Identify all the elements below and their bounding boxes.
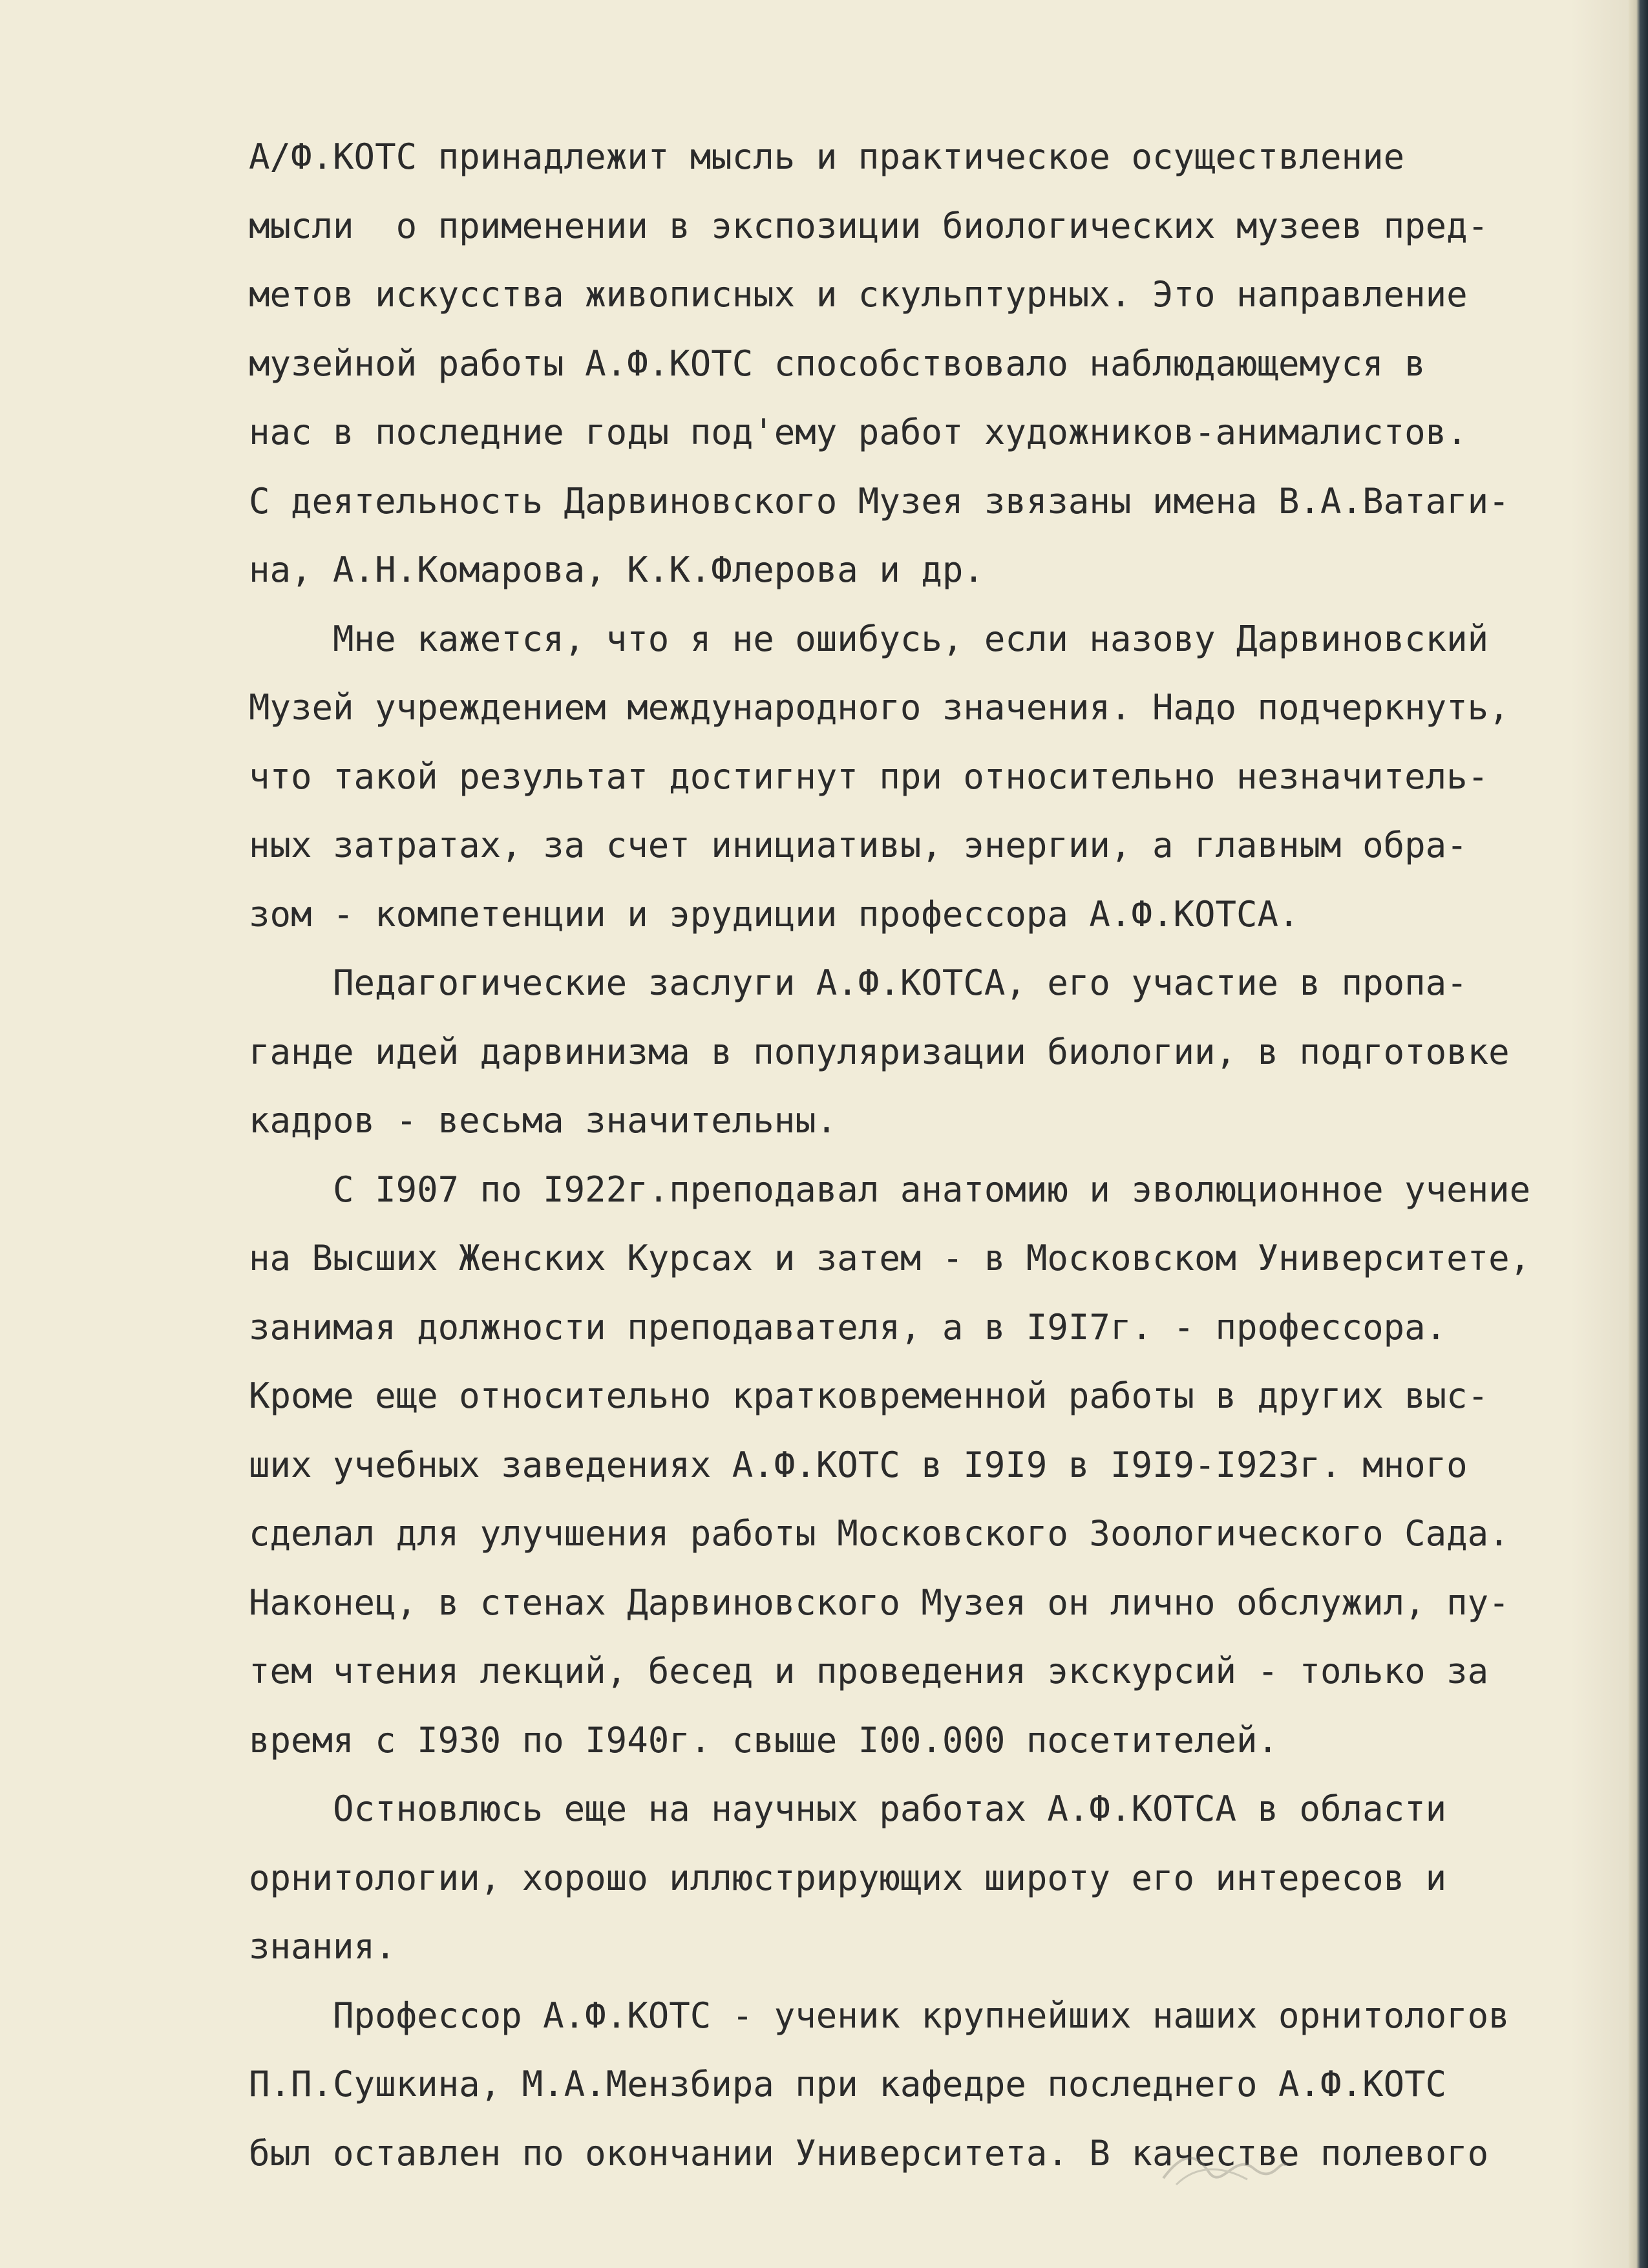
- text-line: время с I930 по I940г. свыше I00.000 посетителей.: [249, 1719, 1279, 1761]
- text-line: был оставлен по окончании Университета. В качестве полевого: [249, 2132, 1489, 2174]
- text-line: нас в последние годы под'ему работ художников-анималистов.: [249, 412, 1468, 452]
- text-line: мысли о применении в экспозиции биологических музеев пред-: [249, 205, 1489, 246]
- pencil-scribble: [1157, 2139, 1293, 2191]
- text-line: ных затратах, за счет инициативы, энергии, а главным обра-: [249, 825, 1468, 865]
- typewritten-text: [249, 123, 1574, 2188]
- text-line: орнитологии, хорошо иллюстрирующих широту его интересов и: [249, 1857, 1447, 1898]
- text-line: А/Ф.КОТС принадлежит мысль и практическое осуществление: [249, 136, 1405, 177]
- text-line: метов искусства живописных и скульптурных. Это направление: [249, 274, 1468, 315]
- text-line: тем чтения лекций, бесед и проведения экскурсий - только за: [249, 1651, 1489, 1691]
- text-line: Педагогические заслуги А.Ф.КОТСА, его участие в пропа-: [249, 962, 1468, 1003]
- text-line: что такой результат достигнут при относительно незначитель-: [249, 756, 1489, 797]
- text-line: ших учебных заведениях А.Ф.КОТС в I9I9 в I9I9-I923г. много: [249, 1444, 1468, 1485]
- text-line: Мне кажется, что я не ошибусь, если назову Дарвиновский: [249, 618, 1489, 659]
- text-line: С I907 по I922г.преподавал анатомию и эволюционное учение: [249, 1169, 1531, 1210]
- text-line: занимая должности преподавателя, а в I9I7г. - профессора.: [249, 1306, 1447, 1348]
- text-line: зом - компетенции и эрудиции профессора А.Ф.КОТСА.: [249, 893, 1300, 935]
- text-line: на Высших Женских Курсах и затем - в Московском Университете,: [249, 1238, 1531, 1278]
- text-line: Музей учреждением международного значения. Надо подчеркнуть,: [249, 687, 1510, 728]
- page-fold-shadow: [1570, 0, 1629, 2268]
- text-line: П.П.Сушкина, М.А.Мензбира при кафедре последнего А.Ф.КОТС: [249, 2064, 1447, 2104]
- text-line: на, А.Н.Комарова, К.К.Флерова и др.: [249, 549, 984, 590]
- text-line: сделал для улучшения работы Московского Зоологического Сада.: [249, 1513, 1510, 1554]
- text-line: знания.: [249, 1926, 396, 1967]
- text-line: С деятельность Дарвиновского Музея звязаны имена В.А.Ватаги-: [249, 480, 1510, 522]
- text-line: ганде идей дарвинизма в популяризации биологии, в подготовке: [249, 1031, 1510, 1072]
- text-line: кадров - весьма значительны.: [249, 1100, 838, 1141]
- text-line: Профессор А.Ф.КОТС - ученик крупнейших наших орнитологов: [249, 1995, 1510, 2036]
- text-line: музейной работы А.Ф.КОТС способствовало наблюдающемуся в: [249, 343, 1426, 384]
- page-edge: [1629, 0, 1648, 2268]
- text-line: Остновлюсь еще на научных работах А.Ф.КОТСА в области: [249, 1788, 1447, 1829]
- text-line: Наконец, в стенах Дарвиновского Музея он лично обслужил, пу-: [249, 1582, 1510, 1623]
- text-line: Кроме еще относительно кратковременной работы в других выс-: [249, 1375, 1489, 1416]
